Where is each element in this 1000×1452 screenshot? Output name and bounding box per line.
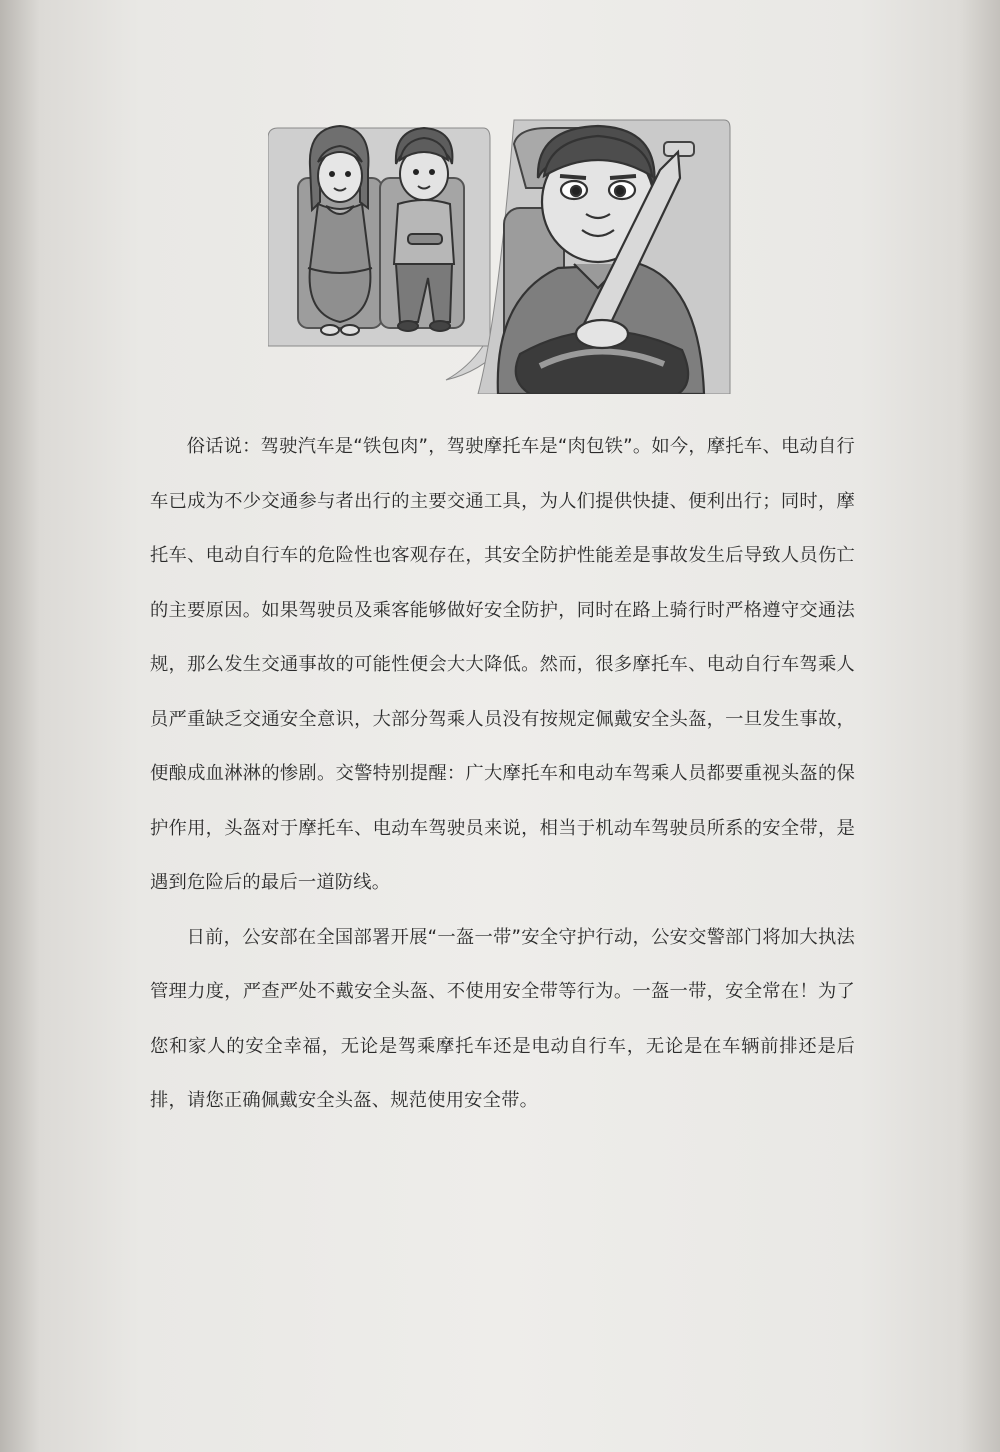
article-body [150, 420, 855, 1129]
article-paragraph: 日前，公安部在全国部署开展“一盔一带”安全守护行动，公安交警部门将加大执法管理力度，严查严处不戴安全头盔、不使用安全带等行为。一盔一带，安全常在！为了您和家人的安全幸福，无论是驾乘摩托车还是电动自行车，无论是在车辆前排还是后排，请您正确佩戴安全头盔、规范使用安全带。 [150, 926, 855, 1111]
seatbelt-cartoon-illustration [268, 118, 732, 394]
article-paragraph: 俗话说：驾驶汽车是“铁包肉”，驾驶摩托车是“肉包铁”。如今，摩托车、电动自行车已成为不少交通参与者出行的主要交通工具，为人们提供快捷、便利出行；同时，摩托车、电动自行车的危险性也客观存在，其安全防护性能差是事故发生后导致人员伤亡的主要原因。如果驾驶员及乘客能够做好安全防护，同时在路上骑行时严格遵守交通法规，那么发生交通事故的可能性便会大大降低。然而，很多摩托车、电动自行车驾乘人员严重缺乏交通安全意识，大部分驾乘人员没有按规定佩戴安全头盔，一旦发生事故，便酿成血淋淋的惨剧。交警特别提醒：广大摩托车和电动车驾乘人员都要重视头盔的保护作用，头盔对于摩托车、电动车驾驶员来说，相当于机动车驾驶员所系的安全带，是遇到危险后的最后一道防线。 [150, 436, 855, 893]
